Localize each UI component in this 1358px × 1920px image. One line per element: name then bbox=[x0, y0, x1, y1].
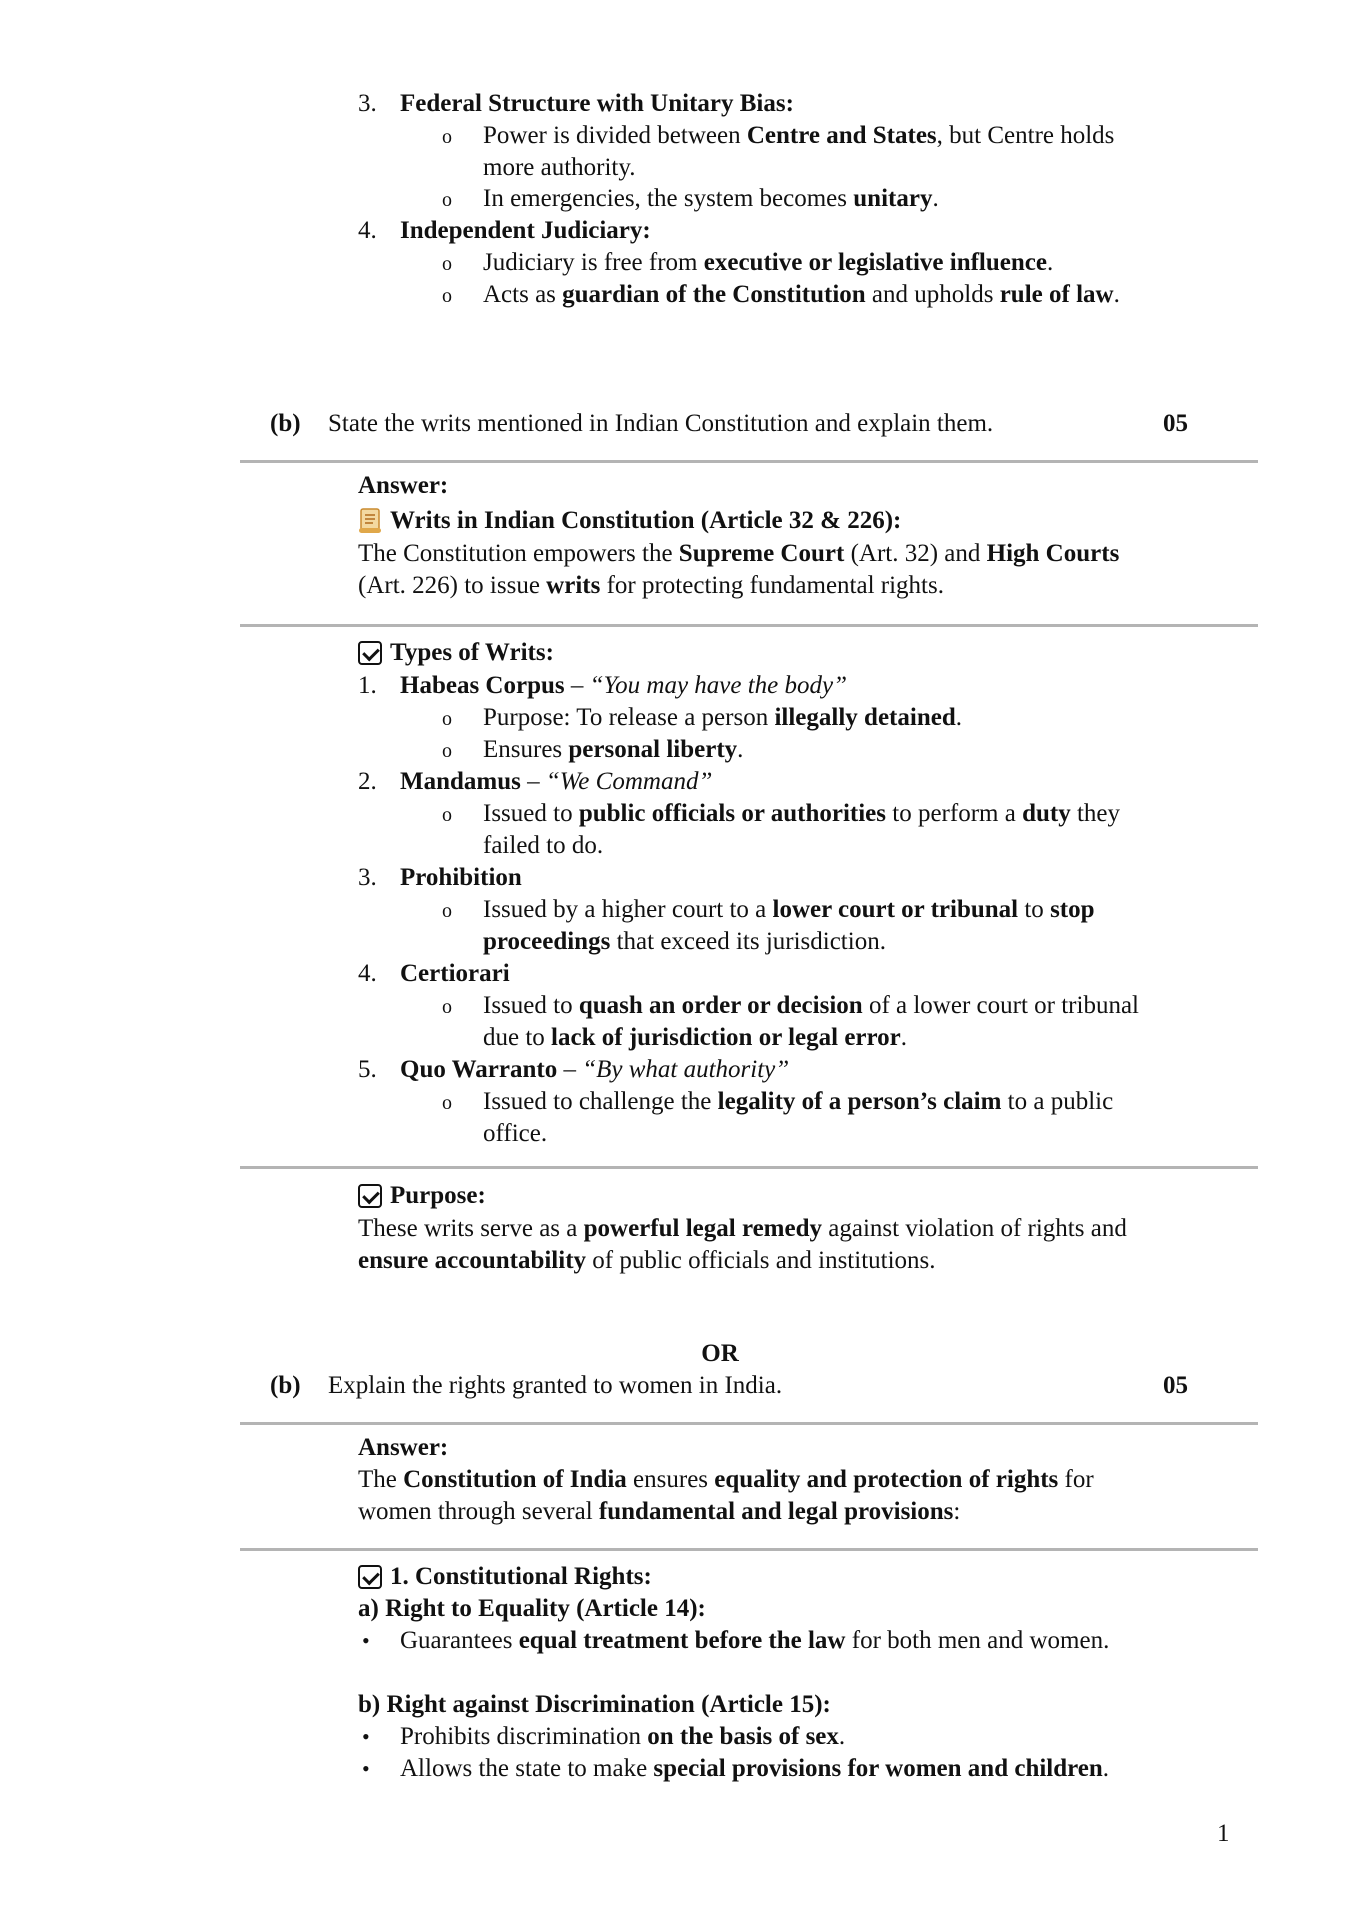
purpose-heading-text: Purpose: bbox=[390, 1182, 486, 1209]
bold-text: stop proceedings bbox=[483, 896, 1095, 955]
bullet-dot: • bbox=[362, 1628, 370, 1653]
bold-text: equal treatment before the law bbox=[518, 1627, 846, 1654]
bullet-text: Allows the state to make special provisions for women and children. bbox=[400, 1755, 1110, 1782]
writs-intro: The Constitution empowers the Supreme Court (Art. 32) and High Courts (Art. 226) to issue writs for protecting fundamental rights. bbox=[358, 540, 1120, 599]
bold-text: duty bbox=[1022, 800, 1071, 827]
bullet: o bbox=[442, 804, 452, 826]
item-title: Federal Structure with Unitary Bias: bbox=[400, 90, 794, 117]
bullet: o bbox=[442, 996, 452, 1018]
bullet: o bbox=[442, 708, 452, 730]
bold-text: special provisions for women and children bbox=[653, 1755, 1103, 1782]
bold-text: lower court or tribunal bbox=[772, 896, 1019, 923]
purpose-heading bbox=[358, 1180, 486, 1212]
writ-title bbox=[400, 670, 847, 702]
writ-meaning: “We Command” bbox=[545, 768, 713, 795]
bold-text: rule of law bbox=[999, 281, 1114, 308]
bullet: o bbox=[442, 1092, 452, 1114]
answer-label: Answer: bbox=[358, 472, 449, 499]
women-intro: The Constitution of India ensures equality and protection of rights for women through several fundamental and legal provisions: bbox=[358, 1466, 1094, 1525]
writ-name: Prohibition bbox=[400, 864, 522, 891]
item-number: 4. bbox=[358, 217, 377, 244]
bullet-text: Power is divided between Centre and States, but Centre holds more authority. bbox=[483, 122, 1115, 181]
divider bbox=[240, 1548, 1258, 1551]
writ-number: 3. bbox=[358, 864, 377, 891]
scroll-icon bbox=[358, 506, 382, 534]
or-separator: OR bbox=[701, 1340, 739, 1367]
bullet-dot: • bbox=[362, 1724, 370, 1749]
bold-text: guardian of the Constitution bbox=[562, 281, 866, 308]
types-heading-text: Types of Writs: bbox=[390, 639, 554, 666]
bold-text: lack of jurisdiction or legal error bbox=[551, 1023, 901, 1051]
bold-text: ensure accountability bbox=[358, 1246, 587, 1274]
item-number: 3. bbox=[358, 90, 377, 117]
item-title: Independent Judiciary: bbox=[400, 217, 651, 244]
checkbox-icon bbox=[358, 1184, 382, 1208]
question-marks: 05 bbox=[1163, 410, 1188, 437]
writs-heading-text: Writs in Indian Constitution (Article 32 & 226): bbox=[390, 507, 902, 534]
question-label: (b) bbox=[270, 410, 301, 437]
bullet-text: Issued to public officials or authorities to perform a duty they failed to do. bbox=[483, 800, 1121, 859]
bullet: o bbox=[442, 126, 452, 148]
writ-meaning: “You may have the body” bbox=[589, 672, 848, 699]
dash: – bbox=[570, 672, 584, 699]
writ-title bbox=[400, 766, 712, 798]
dash: – bbox=[527, 768, 540, 795]
bold-text: on the basis of sex bbox=[647, 1723, 839, 1750]
bullet: o bbox=[442, 900, 452, 922]
bullet-text: Purpose: To release a person illegally detained. bbox=[483, 704, 962, 731]
bold-text: quash an order or decision bbox=[578, 992, 863, 1019]
sub-heading: b) Right against Discrimination (Article 15): bbox=[358, 1691, 831, 1718]
bold-text: Constitution of India bbox=[403, 1466, 627, 1493]
bullet: o bbox=[442, 189, 452, 211]
writ-number: 5. bbox=[358, 1056, 377, 1083]
bullet: o bbox=[442, 740, 452, 762]
divider bbox=[240, 1422, 1258, 1425]
bullet-text: Issued by a higher court to a lower court or tribunal to stop proceedings that exceed its jurisdiction. bbox=[483, 896, 1095, 955]
answer-label: Answer: bbox=[358, 1434, 449, 1461]
bold-text: writs bbox=[546, 571, 601, 599]
bullet-text: Guarantees equal treatment before the law for both men and women. bbox=[400, 1627, 1110, 1654]
divider bbox=[240, 460, 1258, 463]
bold-text: legality of a person’s claim bbox=[717, 1088, 1002, 1115]
bold-text: personal liberty bbox=[568, 736, 738, 763]
bold-text: fundamental and legal provisions bbox=[598, 1497, 954, 1525]
question-text: State the writs mentioned in Indian Constitution and explain them. bbox=[328, 410, 994, 437]
writ-name: Mandamus bbox=[400, 768, 521, 795]
constitutional-rights-heading bbox=[358, 1561, 652, 1593]
bold-text: equality and protection of rights bbox=[714, 1466, 1059, 1493]
bullet-text: In emergencies, the system becomes unitary. bbox=[483, 185, 939, 212]
writ-number: 2. bbox=[358, 768, 377, 795]
bullet-text: Issued to challenge the legality of a person’s claim to a public office. bbox=[483, 1088, 1114, 1147]
writ-name: Certiorari bbox=[400, 960, 510, 987]
bold-text: public officials or authorities bbox=[578, 800, 887, 827]
bold-text: illegally detained bbox=[774, 704, 956, 731]
bullet: o bbox=[442, 285, 452, 307]
bold-text: Supreme Court bbox=[678, 540, 845, 567]
divider bbox=[240, 624, 1258, 627]
question-marks: 05 bbox=[1163, 1372, 1188, 1399]
bold-text: powerful legal remedy bbox=[583, 1215, 823, 1242]
bold-text: Centre and States bbox=[746, 122, 937, 149]
bold-text: High Courts bbox=[986, 540, 1120, 567]
page-number: 1 bbox=[1217, 1820, 1230, 1847]
sub-heading: a) Right to Equality (Article 14): bbox=[358, 1595, 706, 1622]
writ-name: Quo Warranto bbox=[400, 1056, 558, 1083]
bullet-text: Ensures personal liberty. bbox=[483, 736, 744, 763]
bullet-text: Prohibits discrimination on the basis of sex. bbox=[400, 1723, 846, 1750]
writ-number: 4. bbox=[358, 960, 377, 987]
constitutional-rights-heading-text: 1. Constitutional Rights: bbox=[390, 1563, 652, 1590]
writ-number: 1. bbox=[358, 672, 377, 699]
bullet: o bbox=[442, 253, 452, 275]
types-heading bbox=[358, 637, 554, 669]
bullet-text: Acts as guardian of the Constitution and upholds rule of law. bbox=[483, 281, 1120, 308]
bullet-text: Judiciary is free from executive or legislative influence. bbox=[483, 249, 1054, 276]
writ-title bbox=[400, 1054, 789, 1086]
question-label: (b) bbox=[270, 1372, 301, 1399]
writ-name: Habeas Corpus bbox=[400, 672, 565, 699]
purpose-text: These writs serve as a powerful legal remedy against violation of rights and ensure accountability of public officials and institutions. bbox=[358, 1215, 1127, 1274]
question-text: Explain the rights granted to women in India. bbox=[328, 1372, 783, 1399]
writs-heading bbox=[358, 505, 1258, 537]
writ-meaning: “By what authority” bbox=[582, 1056, 790, 1083]
bullet-text: Issued to quash an order or decision of a lower court or tribunal due to lack of jurisdiction or legal error. bbox=[483, 992, 1139, 1051]
bullet-dot: • bbox=[362, 1756, 370, 1781]
bold-text: unitary bbox=[853, 185, 933, 212]
divider bbox=[240, 1166, 1258, 1169]
checkbox-icon bbox=[358, 1565, 382, 1589]
dash: – bbox=[563, 1056, 576, 1083]
bold-text: executive or legislative influence bbox=[703, 249, 1047, 276]
checkbox-icon bbox=[358, 641, 382, 665]
